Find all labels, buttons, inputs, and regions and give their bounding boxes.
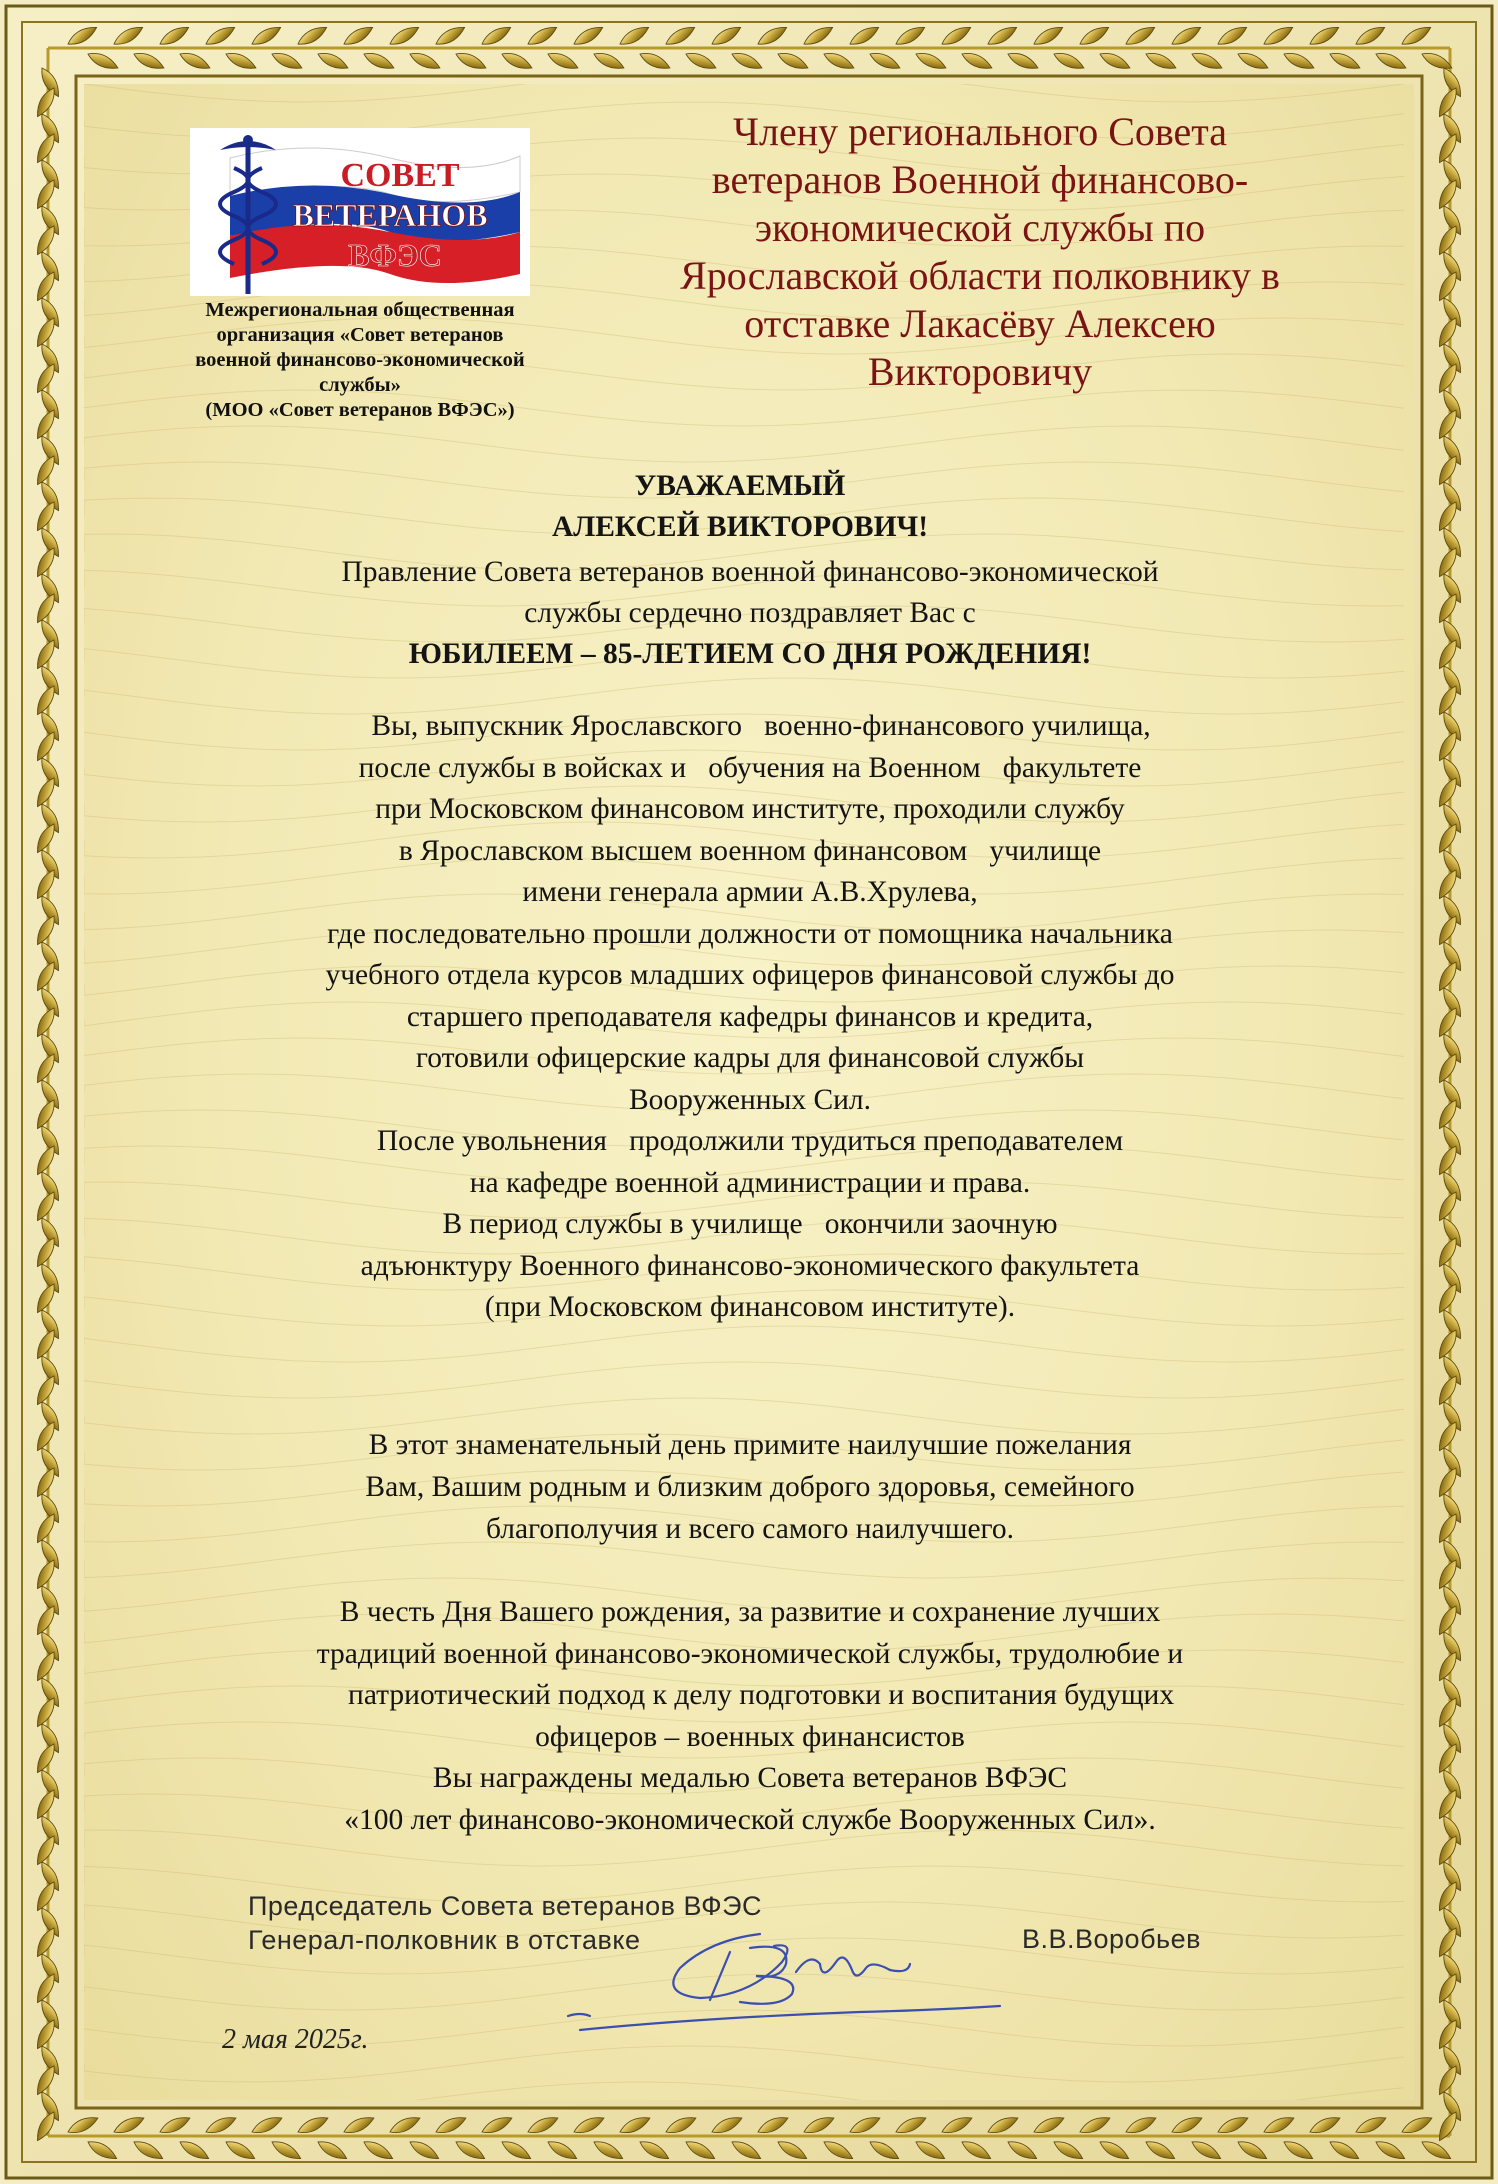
award-line: традиций военной финансово-экономической службы, трудолюбие и <box>316 1637 1184 1670</box>
career-line: готовили офицерские кадры для финансовой службы <box>415 1042 1085 1074</box>
wishes-line: благополучия и всего самого наилучшего. <box>485 1513 1015 1545</box>
handwritten-signature <box>560 1912 1020 2032</box>
signatory-title: Председатель Совета ветеранов ВФЭС <box>248 1891 763 1921</box>
career-line: имени генерала армии А.В.Хрулева, <box>522 876 978 908</box>
jubilee-line: ЮБИЛЕЕМ – 85-ЛЕТИЕМ СО ДНЯ РОЖДЕНИЯ! <box>408 638 1092 670</box>
intro-line: Правление Совета ветеранов военной финансово-экономической <box>341 556 1159 588</box>
greeting-line: АЛЕКСЕЙ ВИКТОРОВИЧ! <box>551 511 929 543</box>
svg-text:ВЕТЕРАНОВ: ВЕТЕРАНОВ <box>292 197 488 233</box>
career-line: старшего преподавателя кафедры финансов и кредита, <box>406 1000 1094 1033</box>
organization-name <box>120 298 600 423</box>
sovet-veteranov-logo <box>190 128 530 296</box>
award-line: Вы награждены медалью Совета ветеранов ВФЭС <box>432 1762 1068 1794</box>
greeting <box>150 466 1330 548</box>
intro-paragraph <box>180 552 1320 675</box>
career-line: на кафедре военной администрации и права. <box>469 1166 1031 1199</box>
organization-line: службы» <box>319 374 401 396</box>
award-paragraph <box>180 1592 1320 1841</box>
career-line: при Московском финансовом институте, проходили службу <box>375 793 1125 825</box>
career-line: адъюнктуру Военного финансово-экономического факультета <box>360 1249 1140 1282</box>
signatory-rank: Генерал-полковник в отставке <box>248 1925 641 1955</box>
award-line: В честь Дня Вашего рождения, за развитие и сохранение лучших <box>339 1596 1161 1628</box>
addressee-line: Викторовичу <box>867 349 1093 394</box>
award-line: патриотический подход к делу подготовки и воспитания будущих <box>325 1679 1175 1711</box>
intro-line: службы сердечно поздравляет Вас с <box>524 597 976 629</box>
award-line: «100 лет финансово-экономической службе Вооруженных Сил». <box>344 1803 1156 1836</box>
greeting-line: УВАЖАЕМЫЙ <box>634 470 846 502</box>
career-line: Вооруженных Сил. <box>628 1083 872 1116</box>
addressee-line: ветеранов Военной финансово- <box>711 157 1249 202</box>
addressee-line: отставке Лакасёву Алексею <box>744 301 1216 346</box>
addressee-line: экономической службы по <box>754 205 1206 250</box>
career-line: (при Московском финансовом институте). <box>484 1291 1016 1323</box>
career-line: В период службы в училище окончили заочную <box>442 1208 1058 1240</box>
addressee-line: Члену регионального Совета <box>732 109 1228 154</box>
organization-line: (МОО «Совет ветеранов ВФЭС») <box>205 399 515 421</box>
organization-line: Межрегиональная общественная <box>205 299 515 321</box>
career-line: в Ярославском высшем военном финансовом училище <box>398 834 1102 867</box>
award-line: офицеров – военных финансистов <box>535 1720 965 1753</box>
document-date: 2 мая 2025г. <box>222 2024 369 2055</box>
signatory-name: В.В.Воробьев <box>1022 1924 1201 1954</box>
organization-line: военной финансово-экономической <box>195 349 525 371</box>
svg-text:ВФЭС: ВФЭС <box>348 237 442 273</box>
career-line: где последовательно прошли должности от помощника начальника <box>327 917 1173 950</box>
addressee-block <box>600 108 1360 396</box>
wishes-paragraph <box>180 1424 1320 1550</box>
svg-text:СОВЕТ: СОВЕТ <box>340 157 460 194</box>
wishes-line: Вам, Вашим родным и близким доброго здоровья, семейного <box>365 1471 1135 1503</box>
career-line: учебного отдела курсов младших офицеров финансовой службы до <box>325 959 1175 991</box>
career-line: После увольнения продолжили трудиться преподавателем <box>376 1125 1124 1157</box>
organization-line: организация «Совет ветеранов <box>216 324 504 346</box>
career-paragraph <box>180 706 1320 1329</box>
addressee-line: Ярославской области полковнику в <box>680 253 1280 298</box>
career-line: после службы в войсках и обучения на Военном факультете <box>358 751 1142 784</box>
wishes-line: В этот знаменательный день примите наилучшие пожелания <box>368 1429 1132 1461</box>
career-line: Вы, выпускник Ярославского военно-финансового училища, <box>349 710 1151 742</box>
